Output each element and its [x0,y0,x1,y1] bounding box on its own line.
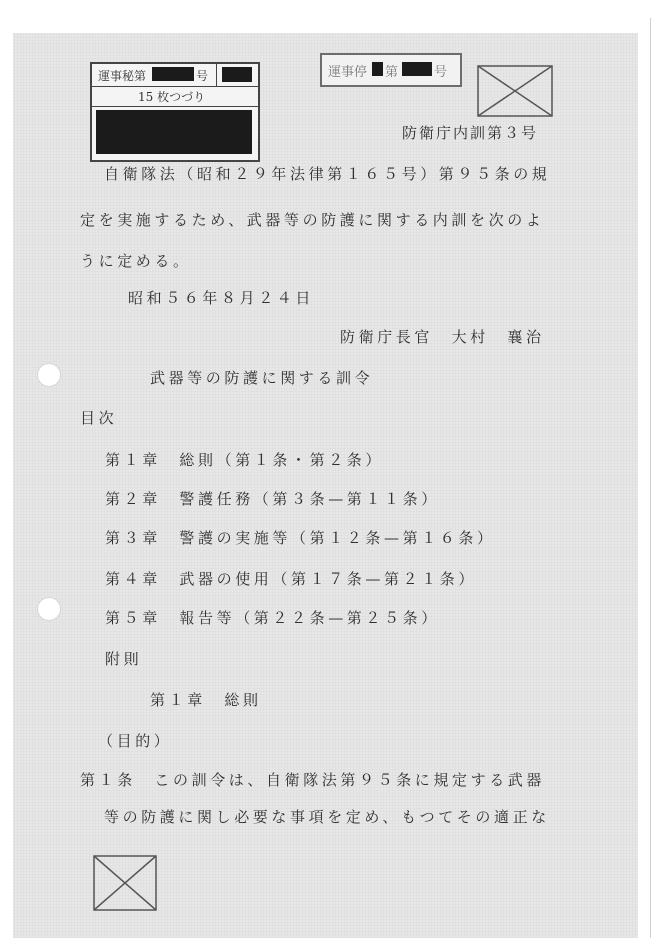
stamp-binding-row [92,86,258,107]
redaction-block [222,67,252,82]
preamble-line: 定を実施するため、武器等の防護に関する内訓を次のよ [80,211,545,229]
punch-hole-upper [37,363,61,387]
article-line: 第１条 この訓令は、自衛隊法第９５条に規定する武器 [80,771,546,789]
registration-stamp [320,53,462,87]
stamp2-prefix: 運事停 [328,65,368,80]
article-line: 等の防護に関し必要な事項を定め、もつてその適正な [104,808,550,826]
crossed-box-mark [93,855,157,911]
toc-item: 第２章 警護任務（第３条—第１１条） [105,490,440,508]
redaction-block [402,62,432,76]
classification-stamp [90,62,260,162]
purpose-heading: （目的） [98,732,173,750]
stamp2-middle: 第 [385,65,399,80]
enactment-date: 昭和５６年８月２４日 [128,289,315,307]
directive-number: 防衛庁内訓第３号 [402,124,539,142]
document-title: 武器等の防護に関する訓令 [150,369,374,387]
preamble-line: うに定める。 [80,252,192,270]
stamp-doc-suffix: 号 [196,69,209,83]
crossed-box-mark [477,65,553,117]
preamble-line: 自衛隊法（昭和２９年法律第１６５号）第９５条の規 [104,165,551,183]
signatory: 防衛庁長官 大村 襄治 [340,328,545,346]
redaction-block [96,110,252,154]
redaction-block [372,62,383,76]
redaction-block [152,67,194,81]
stamp2-suffix: 号 [434,65,448,80]
supplementary-provisions: 附則 [105,650,143,668]
toc-item: 第５章 報告等（第２２条—第２５条） [105,609,440,627]
toc-item: 第３章 警護の実施等（第１２条—第１６条） [105,529,496,547]
punch-hole-lower [37,597,61,621]
stamp-binding-note: 15 枚つづり [138,90,206,104]
page-edge-line [650,18,651,938]
toc-item: 第１章 総則（第１条・第２条） [105,451,385,469]
chapter-heading: 第１章 総則 [150,691,262,709]
toc-item: 第４章 武器の使用（第１７条—第２１条） [105,570,478,588]
stamp-divider [216,64,217,86]
toc-heading: 目次 [80,409,118,427]
stamp-number-row [92,64,258,87]
stamp-doc-prefix: 運事秘第 [98,69,147,83]
